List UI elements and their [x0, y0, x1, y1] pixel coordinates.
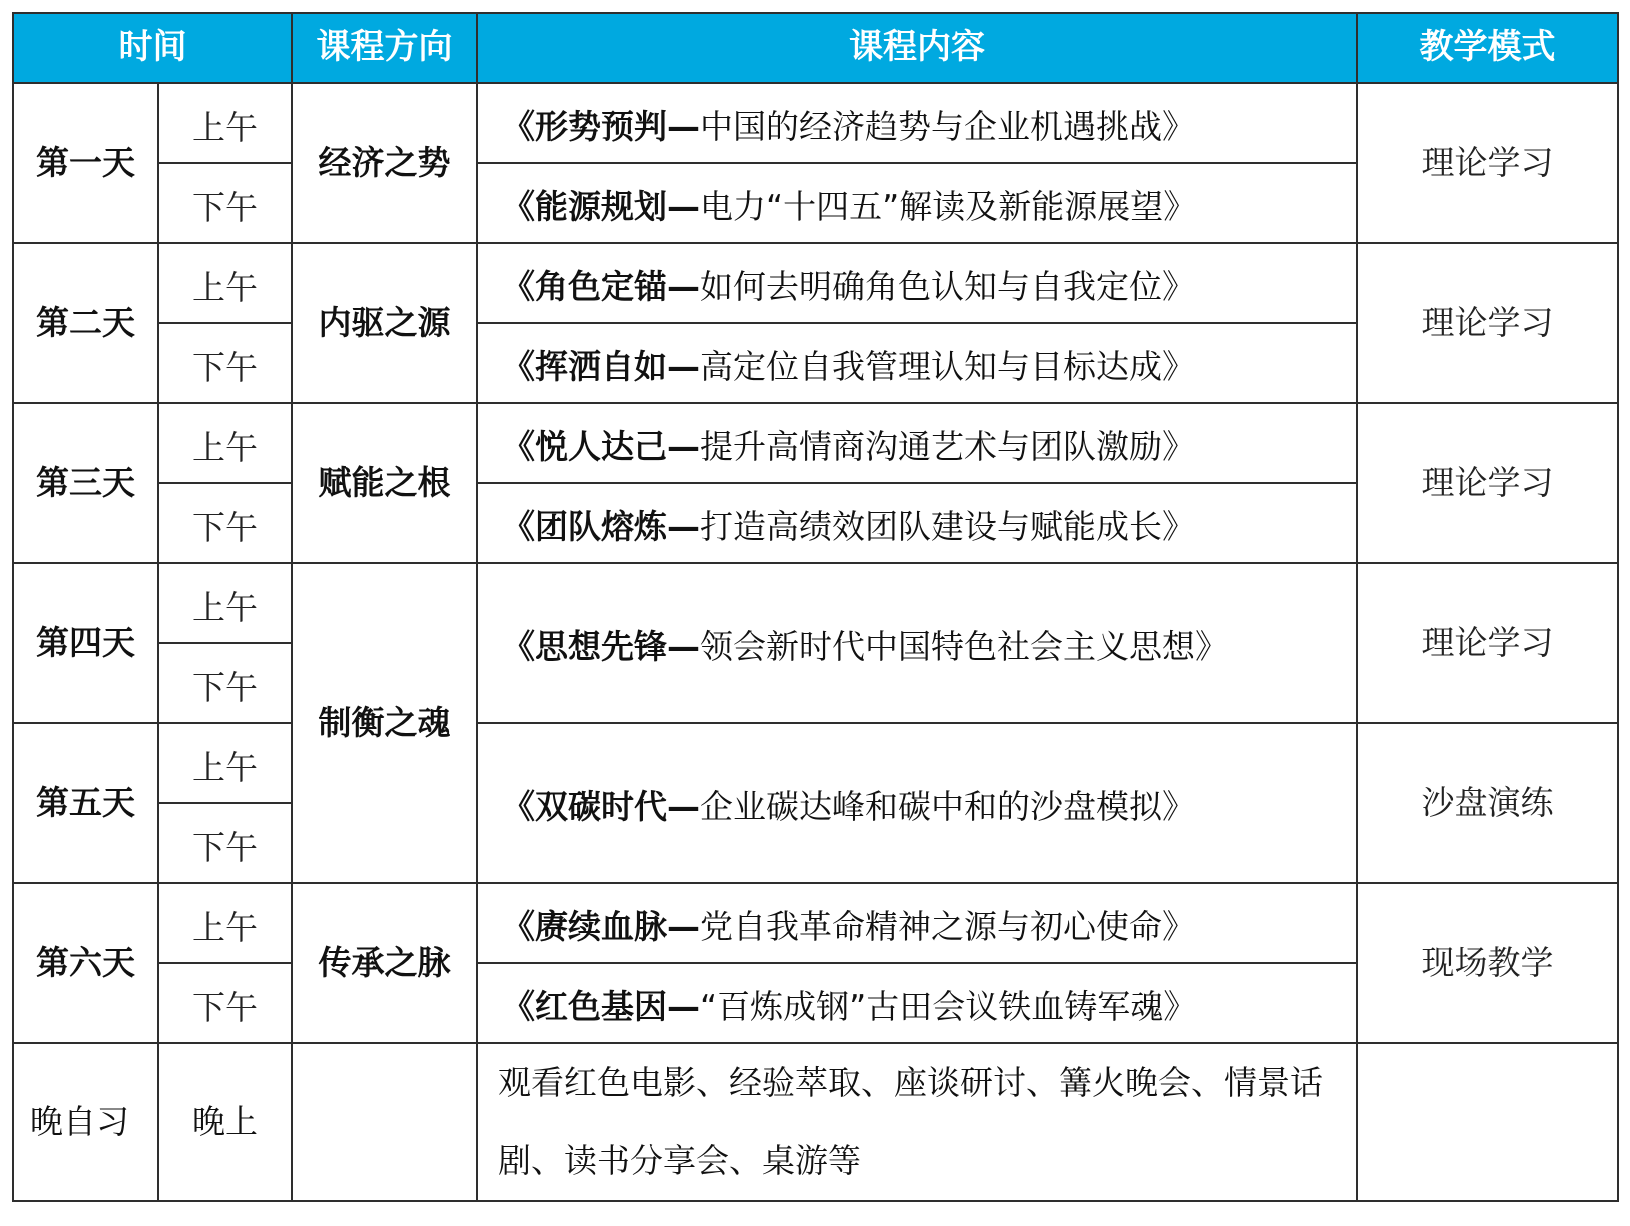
course-desc: 电力“十四五”解读及新能源展望》 [700, 187, 1197, 227]
course-direction: 内驱之源 [292, 243, 477, 403]
course-desc: 企业碳达峰和碳中和的沙盘模拟》 [700, 787, 1195, 827]
course-content [477, 963, 1357, 1043]
course-title: 《角色定锚— [502, 267, 700, 307]
period-pm: 下午 [158, 483, 292, 563]
course-direction: 经济之势 [292, 83, 477, 243]
course-title: 《红色基因— [502, 987, 700, 1027]
period-am: 上午 [158, 563, 292, 643]
teaching-mode: 理论学习 [1357, 83, 1618, 243]
course-content [477, 83, 1357, 163]
period-pm: 下午 [158, 163, 292, 243]
course-content [477, 883, 1357, 963]
table-row [13, 723, 1618, 803]
table-row [13, 1043, 1618, 1201]
evening-content: 观看红色电影、经验萃取、座谈研讨、篝火晚会、情景话剧、读书分享会、桌游等 [477, 1043, 1357, 1201]
course-content [477, 723, 1357, 883]
course-direction: 传承之脉 [292, 883, 477, 1043]
day-label: 第三天 [13, 403, 158, 563]
header-mode: 教学模式 [1357, 13, 1618, 83]
course-desc: 党自我革命精神之源与初心使命》 [700, 907, 1195, 947]
table-row [13, 563, 1618, 643]
day-label: 第二天 [13, 243, 158, 403]
course-content [477, 403, 1357, 483]
header-content: 课程内容 [477, 13, 1357, 83]
period-pm: 下午 [158, 323, 292, 403]
day-label: 第六天 [13, 883, 158, 1043]
teaching-mode: 理论学习 [1357, 403, 1618, 563]
evening-period: 晚上 [158, 1043, 292, 1201]
period-am: 上午 [158, 883, 292, 963]
course-title: 《挥洒自如— [502, 347, 700, 387]
period-pm: 下午 [158, 803, 292, 883]
course-content [477, 163, 1357, 243]
course-content [477, 483, 1357, 563]
course-title: 《团队熔炼— [502, 507, 700, 547]
table-row [13, 883, 1618, 963]
course-title: 《赓续血脉— [502, 907, 700, 947]
period-pm: 下午 [158, 963, 292, 1043]
course-title: 《形势预判— [502, 107, 700, 147]
period-am: 上午 [158, 83, 292, 163]
course-desc: 如何去明确角色认知与自我定位》 [700, 267, 1195, 307]
course-title: 《双碳时代— [502, 787, 700, 827]
table-row [13, 83, 1618, 163]
table-row [13, 243, 1618, 323]
day-label: 第五天 [13, 723, 158, 883]
header-row [13, 13, 1618, 83]
course-desc: 打造高绩效团队建设与赋能成长》 [700, 507, 1195, 547]
course-content [477, 243, 1357, 323]
course-title: 《思想先锋— [502, 627, 700, 667]
course-desc: 领会新时代中国特色社会主义思想》 [700, 627, 1228, 667]
table-row [13, 403, 1618, 483]
evening-direction-empty [292, 1043, 477, 1201]
course-desc: “百炼成钢”古田会议铁血铸军魂》 [700, 987, 1197, 1027]
day-label: 第一天 [13, 83, 158, 243]
course-title: 《能源规划— [502, 187, 700, 227]
header-time: 时间 [13, 13, 292, 83]
teaching-mode: 沙盘演练 [1357, 723, 1618, 883]
course-desc: 中国的经济趋势与企业机遇挑战》 [700, 107, 1195, 147]
course-desc: 高定位自我管理认知与目标达成》 [700, 347, 1195, 387]
evening-mode-empty [1357, 1043, 1618, 1201]
course-direction: 制衡之魂 [292, 563, 477, 883]
period-pm: 下午 [158, 643, 292, 723]
course-direction: 赋能之根 [292, 403, 477, 563]
course-content [477, 323, 1357, 403]
course-schedule-table [12, 12, 1619, 1202]
period-am: 上午 [158, 723, 292, 803]
teaching-mode: 理论学习 [1357, 243, 1618, 403]
period-am: 上午 [158, 403, 292, 483]
course-content [477, 563, 1357, 723]
day-label: 第四天 [13, 563, 158, 723]
course-title: 《悦人达己— [502, 427, 700, 467]
header-direction: 课程方向 [292, 13, 477, 83]
evening-label: 晚自习 [13, 1043, 158, 1201]
teaching-mode: 理论学习 [1357, 563, 1618, 723]
course-desc: 提升高情商沟通艺术与团队激励》 [700, 427, 1195, 467]
teaching-mode: 现场教学 [1357, 883, 1618, 1043]
period-am: 上午 [158, 243, 292, 323]
